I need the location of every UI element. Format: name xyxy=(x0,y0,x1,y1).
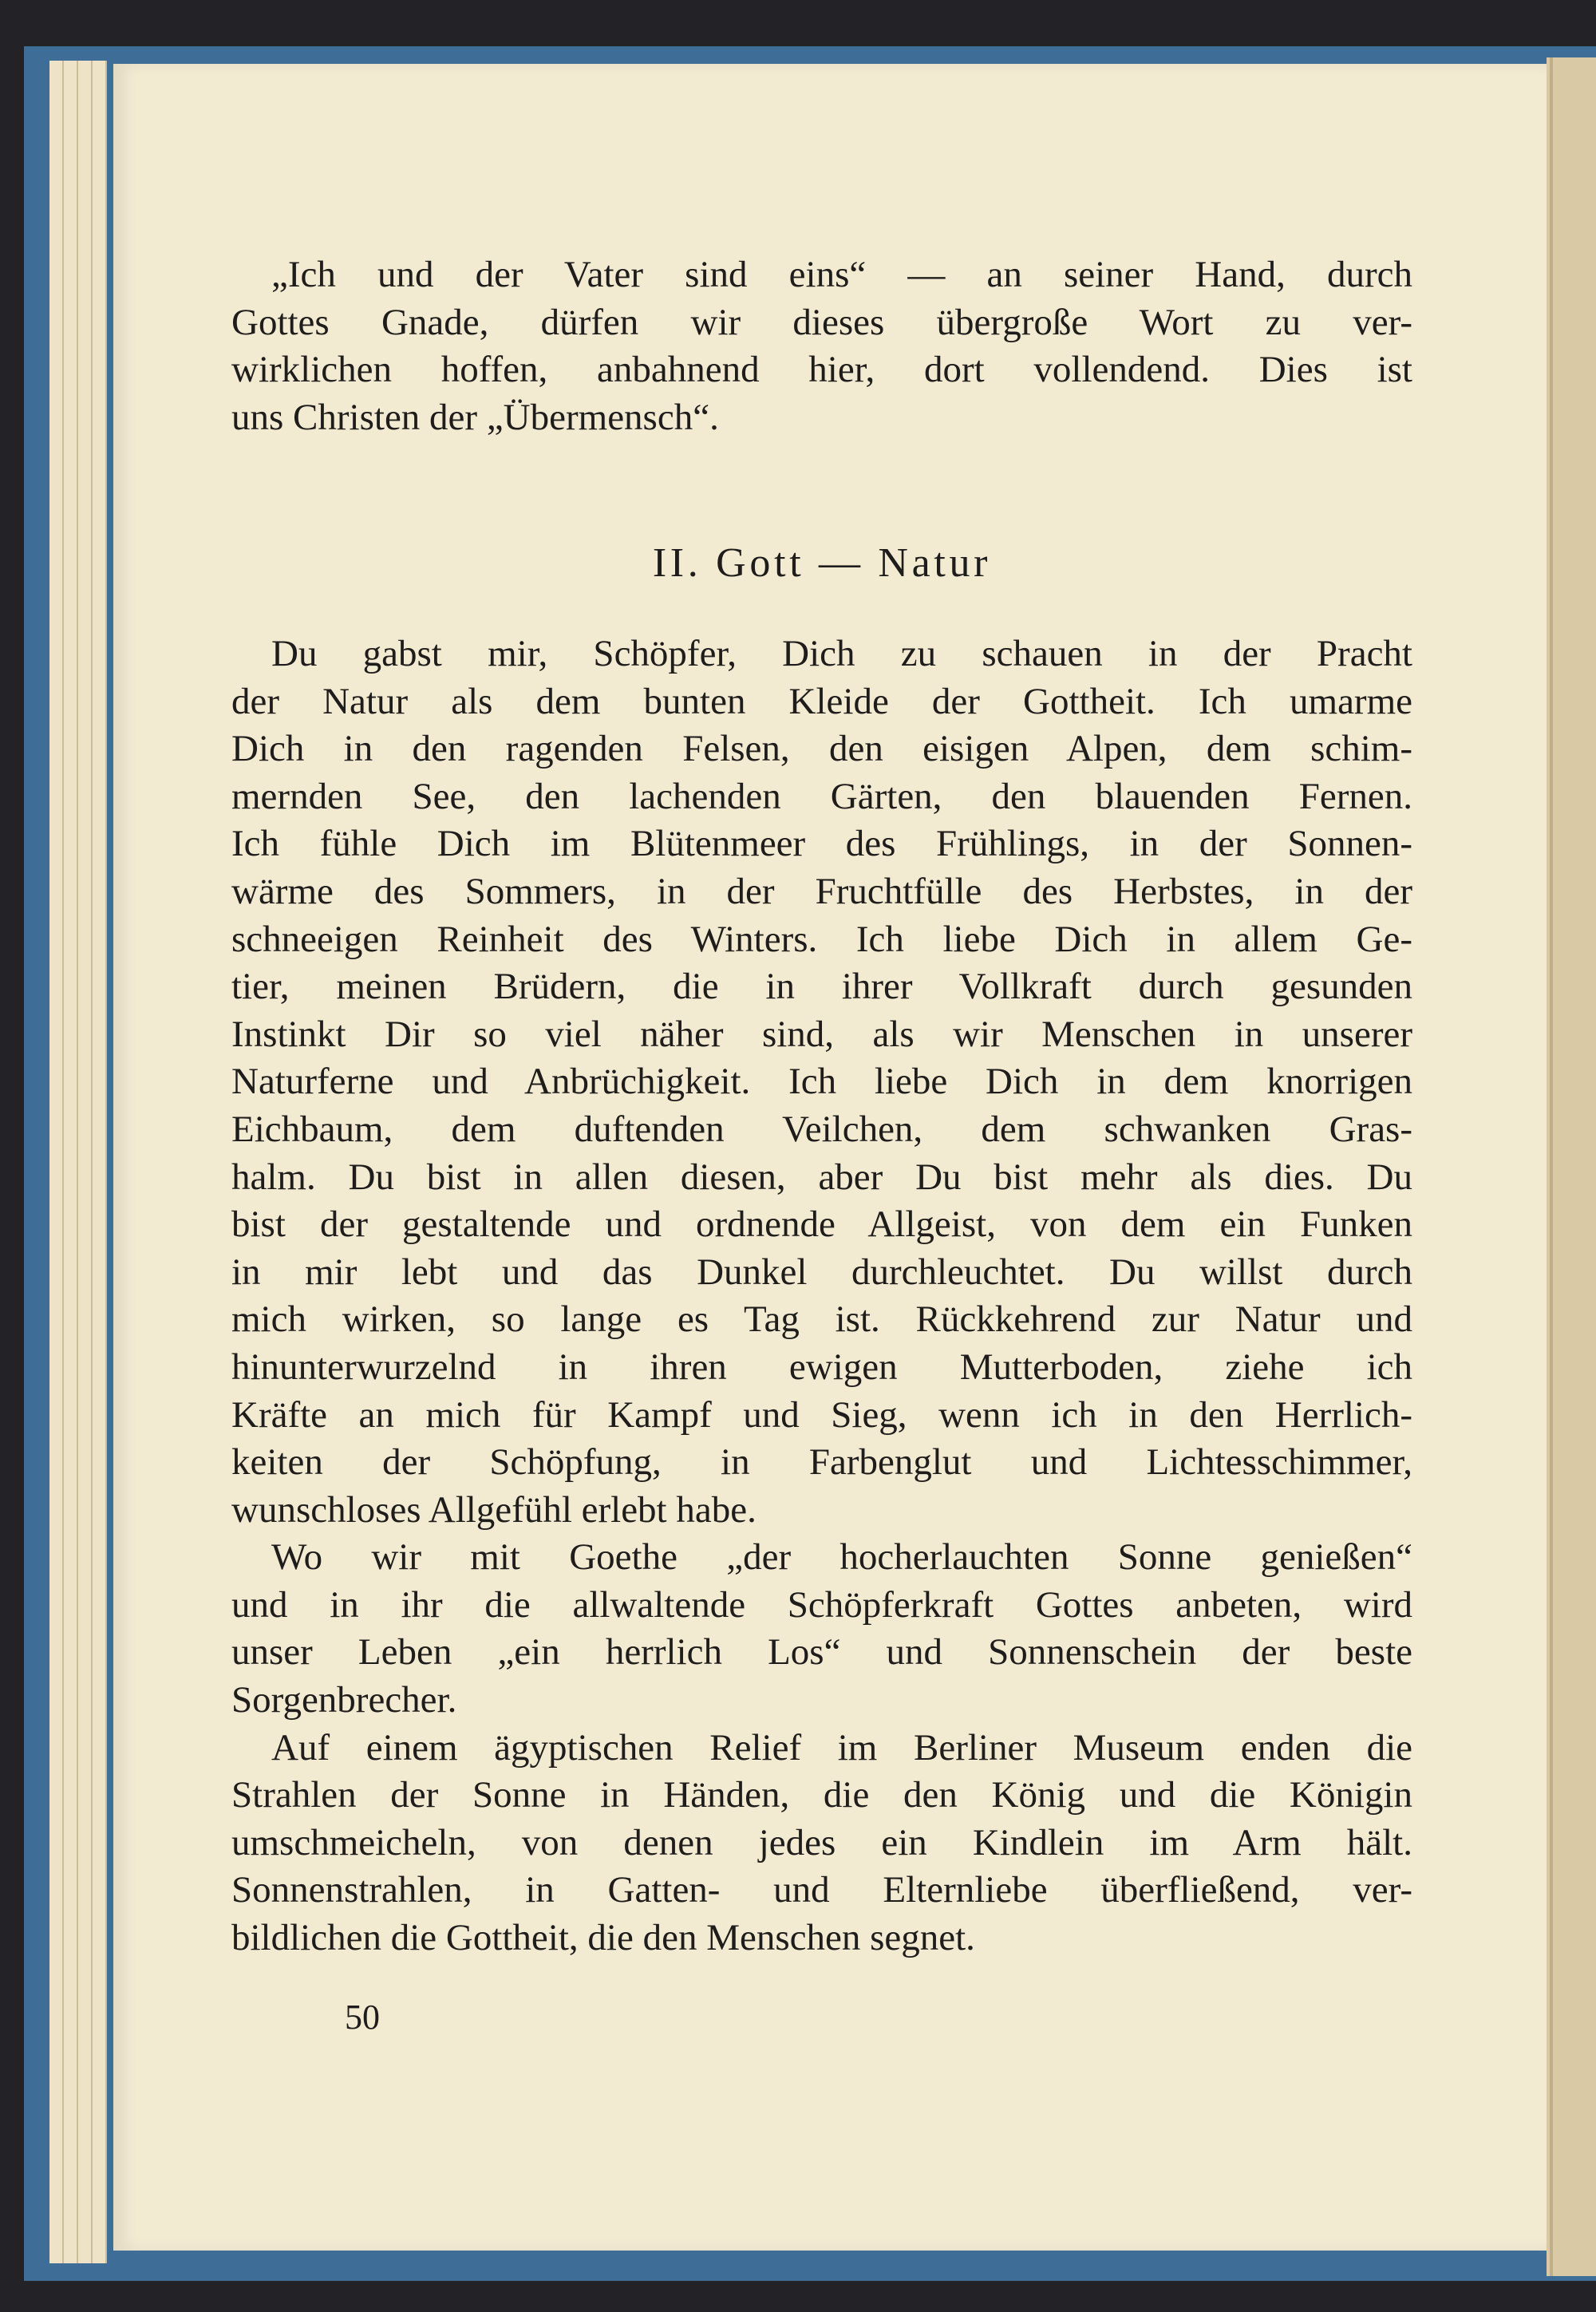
page-edge-strip xyxy=(78,61,93,2263)
text-line: tier, meinen Brüdern, die in ihrer Vollkraft durch gesunden xyxy=(231,966,1412,1008)
text-line: Instinkt Dir so viel näher sind, als wir Menschen in unserer xyxy=(231,1013,1412,1055)
page-edge-strip xyxy=(93,61,107,2263)
text-line: mich wirken, so lange es Tag ist. Rückkehrend zur Natur und xyxy=(231,1298,1412,1341)
paragraph-3 xyxy=(231,1725,1412,1962)
intro-paragraph xyxy=(231,251,1412,441)
text-line: wirklichen hoffen, anbahnend hier, dort vollendend. Dies ist xyxy=(231,349,1412,391)
body-text xyxy=(231,630,1412,1962)
text-line: halm. Du bist in allen diesen, aber Du bist mehr als dies. Du xyxy=(231,1156,1412,1198)
text-line: Du gabst mir, Schöpfer, Dich zu schauen in der Pracht xyxy=(271,633,1412,674)
text-line: „Ich und der Vater sind eins“ — an seiner Hand, durch xyxy=(271,254,1412,295)
text-line: Ich fühle Dich im Blütenmeer des Frühlings, in der Sonnen- xyxy=(231,823,1412,865)
page-number: 50 xyxy=(345,1998,380,2037)
text-line: Auf einem ägyptischen Relief im Berliner Museum enden die xyxy=(271,1726,1412,1769)
page-edge-strip xyxy=(64,61,78,2263)
text-line: Naturferne und Anbrüchigkeit. Ich liebe Dich in dem knorrigen xyxy=(231,1061,1412,1103)
text-line: Sonnenstrahlen, in Gatten- und Elternliebe überfließend, ver- xyxy=(231,1869,1412,1911)
text-line: in mir lebt und das Dunkel durchleuchtet. Du willst durch xyxy=(231,1251,1412,1293)
text-line: Strahlen der Sonne in Händen, die den König und die Königin xyxy=(231,1774,1412,1816)
text-line: keiten der Schöpfung, in Farbenglut und Lichtesschimmer, xyxy=(231,1441,1412,1484)
text-line: uns Christen der „Übermensch“. xyxy=(231,396,719,438)
text-line: Wo wir mit Goethe „der hocherlauchten Sonne genießen“ xyxy=(271,1536,1412,1579)
text-line: der Natur als dem bunten Kleide der Gottheit. Ich umarme xyxy=(231,680,1412,722)
text-line: umschmeicheln, von denen jedes ein Kindlein im Arm hält. xyxy=(231,1821,1412,1863)
text-line: Kräfte an mich für Kampf und Sieg, wenn ich in den Herrlich- xyxy=(231,1393,1412,1436)
text-line: Dich in den ragenden Felsen, den eisigen Alpen, dem schim- xyxy=(231,728,1412,770)
text-line: Eichbaum, dem duftenden Veilchen, dem schwanken Gras- xyxy=(231,1108,1412,1150)
text-line: wunschloses Allgefühl erlebt habe. xyxy=(231,1488,757,1531)
chapter-heading: II. Gott — Natur xyxy=(652,540,992,586)
text-line: Sorgenbrecher. xyxy=(231,1679,457,1721)
text-line: hinunterwurzelnd in ihren ewigen Mutterboden, ziehe ich xyxy=(231,1346,1412,1388)
text-line: unser Leben „ein herrlich Los“ und Sonnenschein der beste xyxy=(231,1631,1412,1674)
text-line: Gottes Gnade, dürfen wir dieses übergroße Wort zu ver- xyxy=(231,301,1412,343)
text-line: bildlichen die Gottheit, die den Menschen segnet. xyxy=(231,1917,975,1959)
paragraph-1 xyxy=(231,630,1412,1534)
text-line: bist der gestaltende und ordnende Allgeist, von dem ein Funken xyxy=(231,1203,1412,1246)
back-cover-fold xyxy=(1550,57,1553,2276)
text-line: schneeigen Reinheit des Winters. Ich liebe Dich in allem Ge- xyxy=(231,918,1412,960)
back-cover-edge xyxy=(1547,57,1596,2276)
text-line: mernden See, den lachenden Gärten, den blauenden Fernen. xyxy=(231,775,1412,817)
text-line: wärme des Sommers, in der Fruchtfülle des Herbstes, in der xyxy=(231,870,1412,912)
paragraph-2 xyxy=(231,1534,1412,1724)
page-edge-strip xyxy=(49,61,64,2263)
text-line: und in ihr die allwaltende Schöpferkraft Gottes anbeten, wird xyxy=(231,1583,1412,1626)
